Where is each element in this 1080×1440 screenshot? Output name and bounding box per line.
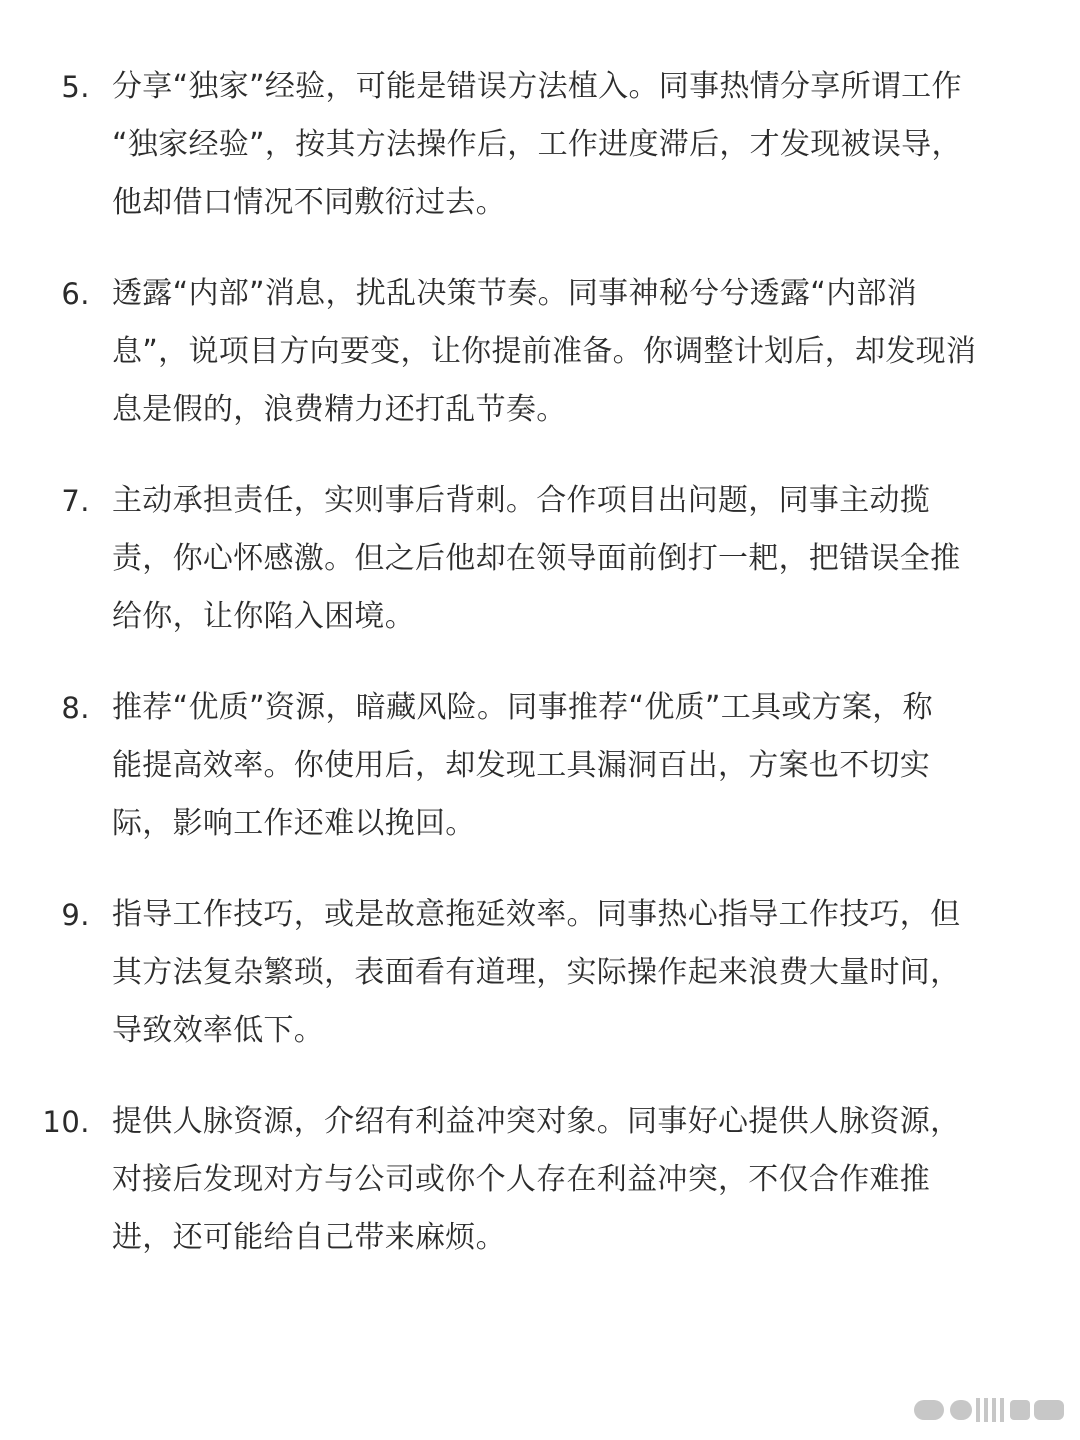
text-line: 指导工作技巧，或是故意拖延效率。同事热心指导工作技巧，但 <box>112 897 961 932</box>
list-item <box>0 265 1080 439</box>
text-line: 推荐“优质”资源，暗藏风险。同事推荐“优质”工具或方案，称 <box>112 690 933 725</box>
text-line: 对接后发现对方与公司或你个人存在利益冲突，不仅合作难推 <box>112 1162 931 1197</box>
text-line: 进，还可能给自己带来麻烦。 <box>112 1220 506 1255</box>
text-line: 责，你心怀感激。但之后他却在领导面前倒打一耙，把错误全推 <box>112 541 961 576</box>
text-line: 透露“内部”消息，扰乱决策节奏。同事神秘兮兮透露“内部消 <box>112 276 918 311</box>
text-line: 主动承担责任，实则事后背刺。合作项目出问题，同事主动揽 <box>112 483 931 518</box>
item-number: 5. <box>61 70 90 104</box>
text-line: 能提高效率。你使用后，却发现工具漏洞百出，方案也不切实 <box>112 748 931 783</box>
item-text <box>112 1093 1032 1267</box>
item-text <box>112 472 1032 646</box>
text-line: 导致效率低下。 <box>112 1013 325 1048</box>
text-line: 息”，说项目方向要变，让你提前准备。你调整计划后，却发现消 <box>112 334 977 369</box>
text-line: 息是假的，浪费精力还打乱节奏。 <box>112 392 567 427</box>
numbered-list <box>0 58 1080 1300</box>
text-line: 其方法复杂繁琐，表面看有道理，实际操作起来浪费大量时间， <box>112 955 961 990</box>
list-item <box>0 886 1080 1060</box>
text-line: 际，影响工作还难以挽回。 <box>112 806 476 841</box>
text-line: 分享“独家”经验，可能是错误方法植入。同事热情分享所谓工作 <box>112 69 962 104</box>
watermark-logo <box>910 1390 1070 1430</box>
item-text <box>112 58 1032 232</box>
text-line: “独家经验”，按其方法操作后，工作进度滞后，才发现被误导， <box>112 127 962 162</box>
list-item <box>0 472 1080 646</box>
item-number: 6. <box>61 277 90 311</box>
text-line: 提供人脉资源，介绍有利益冲突对象。同事好心提供人脉资源， <box>112 1104 961 1139</box>
item-number: 8. <box>61 691 90 725</box>
list-item <box>0 1093 1080 1267</box>
list-item <box>0 679 1080 853</box>
item-number: 9. <box>61 898 90 932</box>
list-item <box>0 58 1080 232</box>
item-text <box>112 679 1032 853</box>
item-number: 10. <box>42 1105 90 1139</box>
item-text <box>112 886 1032 1060</box>
text-line: 他却借口情况不同敷衍过去。 <box>112 185 506 220</box>
item-number: 7. <box>61 484 90 518</box>
text-line: 给你，让你陷入困境。 <box>112 599 415 634</box>
item-text <box>112 265 1032 439</box>
